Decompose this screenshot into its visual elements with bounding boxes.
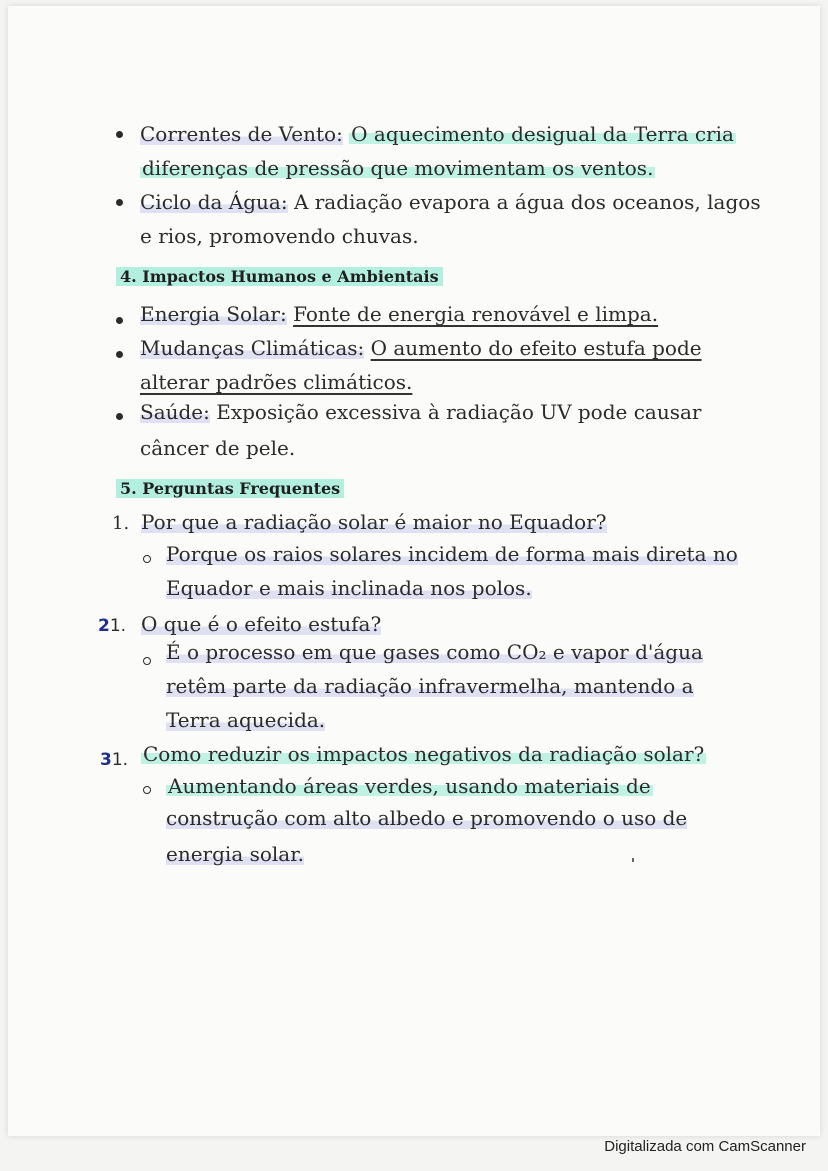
term-saude: Saúde: (140, 400, 210, 424)
answer-2-l2 (166, 672, 694, 700)
circle-bullet-icon (143, 786, 151, 794)
question-1 (141, 508, 607, 536)
answer-3-l3 (166, 840, 304, 868)
question-2 (141, 610, 381, 638)
text-ciclo-l1: A radiação evapora a água dos oceanos, lagos (293, 190, 761, 214)
answer-2-l1 (166, 638, 703, 666)
bullet-icon (116, 413, 123, 420)
term-correntes: Correntes de Vento: (140, 122, 343, 146)
term-ciclo: Ciclo da Água: (140, 190, 288, 214)
question-number-1: 1. (112, 513, 130, 534)
text-correntes-l1: O aquecimento desigual da Terra cria (351, 122, 734, 146)
list-item-energia (140, 300, 658, 328)
bullet-icon (116, 317, 123, 324)
answer-3-l1 (166, 772, 653, 800)
text-ciclo-l2: e rios, promovendo chuvas. (140, 224, 419, 248)
list-item-ciclo-l2 (140, 222, 419, 250)
list-item-correntes-l1 (140, 120, 736, 148)
answer-2-text-l3: Terra aquecida. (166, 708, 326, 732)
text-mudancas-l2: alterar padrões climáticos. (140, 370, 413, 394)
answer-3-l2 (166, 804, 687, 832)
text-saude-l1: Exposição excessiva à radiação UV pode causar (216, 400, 702, 424)
bullet-icon (116, 131, 123, 138)
list-item-saude-l2 (140, 434, 295, 462)
section-4-title: 4. Impactos Humanos e Ambientais (116, 267, 443, 286)
question-2-text: O que é o efeito estufa? (141, 612, 382, 636)
answer-1-text-l2: Equador e mais inclinada nos polos. (166, 576, 532, 600)
printed-num-3: 1. (111, 750, 129, 770)
list-item-ciclo-l1 (140, 188, 761, 216)
section-heading-4 (116, 266, 443, 288)
circle-bullet-icon (143, 555, 151, 563)
answer-1-l2 (166, 574, 532, 602)
ink-speck (632, 858, 634, 862)
scanner-watermark: Digitalizada com CamScanner (604, 1138, 806, 1155)
bullet-icon (116, 351, 123, 358)
handwritten-number-2 (98, 612, 126, 640)
text-saude-l2: câncer de pele. (140, 436, 296, 460)
answer-1-l1 (166, 540, 738, 568)
term-energia: Energia Solar: (140, 302, 287, 326)
section-heading-5 (116, 478, 344, 500)
question-1-text: Por que a radiação solar é maior no Equador? (141, 510, 607, 534)
list-item-correntes-l2 (140, 154, 655, 182)
answer-2-text-l2: retêm parte da radiação infravermelha, mantendo a (166, 674, 694, 698)
list-item-mudancas-l2 (140, 368, 412, 396)
printed-num-2: 1. (109, 616, 127, 636)
text-correntes-l2: diferenças de pressão que movimentam os ventos. (142, 156, 654, 180)
section-5-title: 5. Perguntas Frequentes (116, 479, 344, 498)
text-energia-l1: Fonte de energia renovável e limpa. (293, 302, 659, 326)
list-item-mudancas-l1 (140, 334, 702, 362)
answer-2-l3 (166, 706, 325, 734)
question-3 (141, 740, 706, 768)
answer-3-text-l2: construção com alto albedo e promovendo o uso de (166, 806, 688, 830)
handwritten-number-3 (100, 746, 128, 774)
list-item-saude-l1 (140, 398, 701, 426)
answer-3-text-l3: energia solar. (166, 842, 304, 866)
answer-2-text-l1: É o processo em que gases como CO₂ e vapor d'água (166, 640, 703, 664)
hand-num-3: 3 (100, 750, 112, 770)
circle-bullet-icon (143, 657, 151, 665)
answer-1-text-l1: Porque os raios solares incidem de forma mais direta no (166, 542, 738, 566)
hand-num-2: 2 (98, 616, 110, 636)
answer-3-text-l1: Aumentando áreas verdes, usando materiais de (168, 774, 651, 798)
question-3-text: Como reduzir os impactos negativos da radiação solar? (143, 742, 705, 766)
text-mudancas-l1: O aumento do efeito estufa pode (370, 336, 702, 360)
term-mudancas: Mudanças Climáticas: (140, 336, 365, 360)
bullet-icon (116, 199, 123, 206)
